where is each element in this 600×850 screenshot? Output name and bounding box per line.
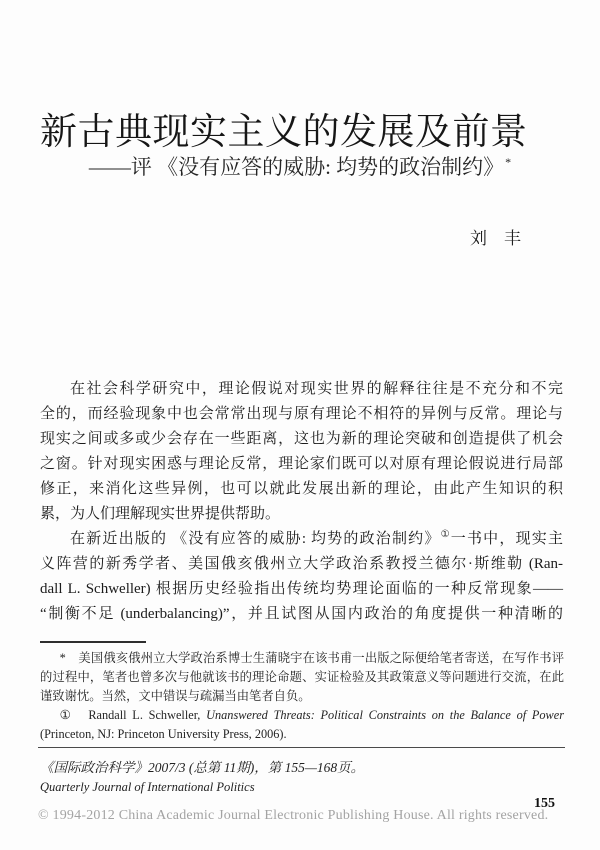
copyright-notice: © 1994-2012 China Academic Journal Electronic Publishing House. All rights reserved.	[38, 808, 549, 823]
author-name: 刘 丰	[470, 229, 521, 248]
body-line-text: 一书中，现实主	[450, 531, 563, 547]
footnote-1-citation: ① Randall L. Schweller,	[59, 708, 207, 722]
article-title: 新古典现实主义的发展及前景	[40, 112, 528, 153]
body-line: 全的，而经验现象中也会常常出现与原有理论不相符的异例与反常。理论与	[40, 406, 563, 422]
subtitle-text: ——评 《没有应答的威胁: 均势的政治制约》	[88, 155, 505, 179]
subtitle-note-marker: *	[505, 155, 512, 169]
body-line-text: 在新近出版的 《没有应答的威胁: 均势的政治制约》	[70, 531, 441, 547]
footer-separator-rule	[38, 747, 565, 748]
body-line: “制衡不足 (underbalancing)”，并且试图从国内政治的角度提供一种清晰的	[40, 606, 563, 622]
footnote-1-book-title: Unanswered Threats: Political Constraints on the Balance of Power	[206, 708, 564, 722]
body-line	[40, 527, 563, 552]
footnote-star: * 美国俄亥俄州立大学政治系博士生蒲晓宇在该书甫一出版之际便给笔者寄送，在写作书评的过程中，笔者也曾多次与他就该书的理论命题、实证检验及其政策意义等问题进行交流，在此谨致谢忱。当然，文中错误与疏漏当由笔者自负。	[40, 651, 564, 703]
footnote-reference-1: ①	[440, 529, 451, 540]
page-number: 155	[534, 796, 555, 811]
body-line: 现实之间或多或少会存在一些距离，这也为新的理论突破和创造提供了机会	[40, 431, 563, 447]
footnote-1-publisher: (Princeton, NJ: Princeton University Press, 2006).	[40, 727, 287, 741]
article-subtitle	[0, 151, 600, 181]
article-body	[40, 377, 563, 627]
body-line: 义阵营的新秀学者、美国俄亥俄州立大学政治系教授兰德尔·斯维勒 (Ran-	[40, 556, 563, 572]
body-line: 之窗。针对现实困惑与理论反常，理论家们既可以对原有理论假说进行局部	[40, 456, 563, 472]
body-line: 在社会科学研究中，理论假说对现实世界的解释往往是不充分和不完	[70, 381, 563, 397]
body-line: dall L. Schweller) 根据历史经验指出传统均势理论面临的一种反常现象——	[40, 581, 563, 597]
journal-name-english: Quarterly Journal of International Politics	[40, 780, 255, 794]
footnote-separator-rule	[40, 641, 146, 643]
body-line: 累，为人们理解现实世界提供帮助。	[40, 506, 281, 522]
body-line: 修正，来消化这些异例，也可以就此发展出新的理论，由此产生知识的积	[40, 481, 563, 497]
journal-citation-chinese: 《国际政治科学》2007/3 (总第 11期)，第 155—168页。	[40, 760, 365, 775]
footnote-1	[40, 706, 564, 744]
footnotes-block	[40, 649, 564, 744]
